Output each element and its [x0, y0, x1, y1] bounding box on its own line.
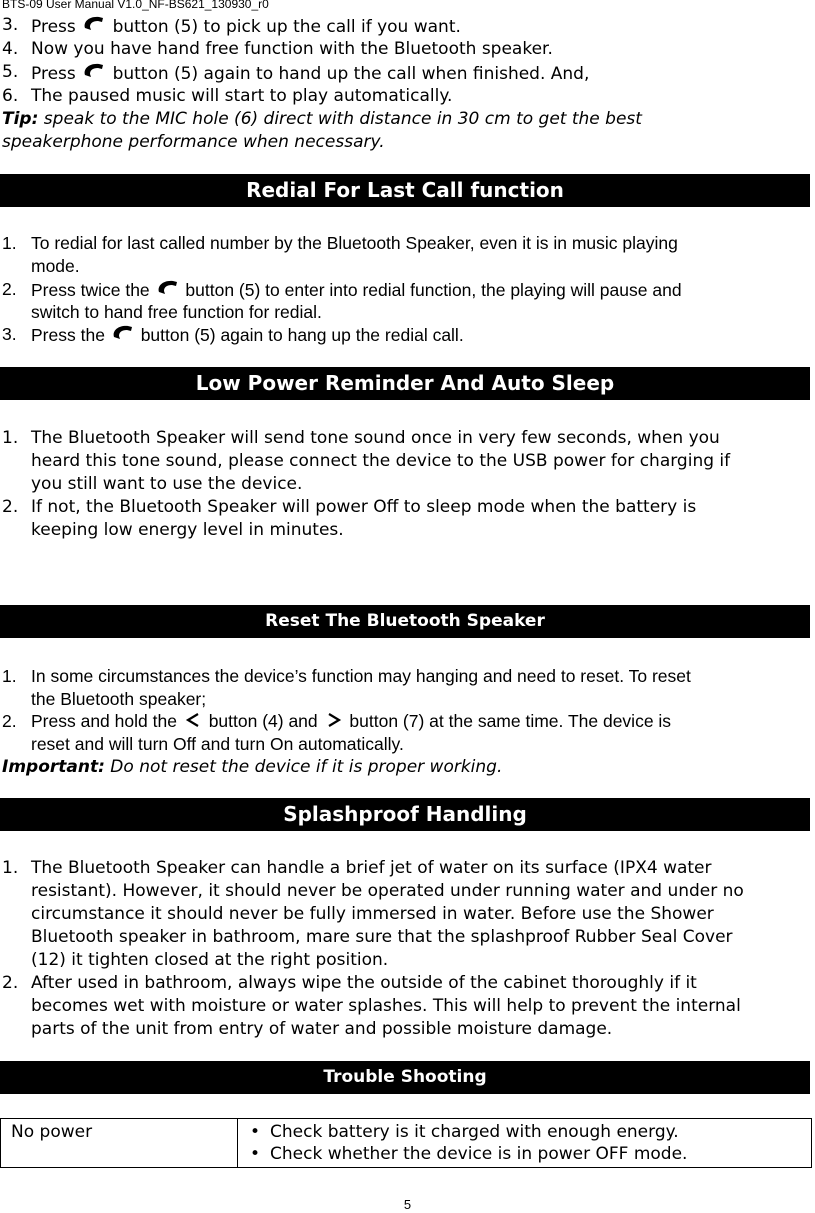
- document-header: BTS-09 User Manual V1.0_NF-BS621_130930_r0: [2, 0, 269, 11]
- phone-icon: [81, 61, 107, 81]
- tip-paragraph-cont: speakerphone performance when necessary.: [2, 132, 385, 152]
- tip-paragraph: Tip: speak to the MIC hole (6) direct with distance in 30 cm to get the best: [2, 109, 642, 129]
- list-item: • Check battery is it charged with enough energy.: [270, 1121, 801, 1143]
- important-note: Important: Do not reset the device if it is proper working.: [2, 757, 503, 777]
- phone-icon: [81, 14, 107, 34]
- trouble-shooting-table: [0, 1118, 812, 1168]
- section-heading-redial: Redial For Last Call function: [0, 174, 810, 207]
- phone-icon: [110, 323, 136, 343]
- problem-cell: No power: [1, 1119, 238, 1168]
- section-heading-reset: Reset The Bluetooth Speaker: [0, 605, 810, 638]
- chevron-left-icon: [182, 711, 204, 729]
- solution-cell: [238, 1119, 812, 1168]
- phone-icon: [155, 278, 181, 298]
- table-row: [1, 1119, 812, 1168]
- section-heading-low-power: Low Power Reminder And Auto Sleep: [0, 367, 810, 400]
- chevron-right-icon: [323, 711, 345, 729]
- section-heading-trouble-shooting: Trouble Shooting: [0, 1061, 810, 1094]
- section-heading-splashproof: Splashproof Handling: [0, 798, 810, 831]
- list-item: • Check whether the device is in power OFF mode.: [270, 1143, 801, 1165]
- solution-list: [248, 1121, 801, 1165]
- page-number: 5: [403, 1197, 412, 1212]
